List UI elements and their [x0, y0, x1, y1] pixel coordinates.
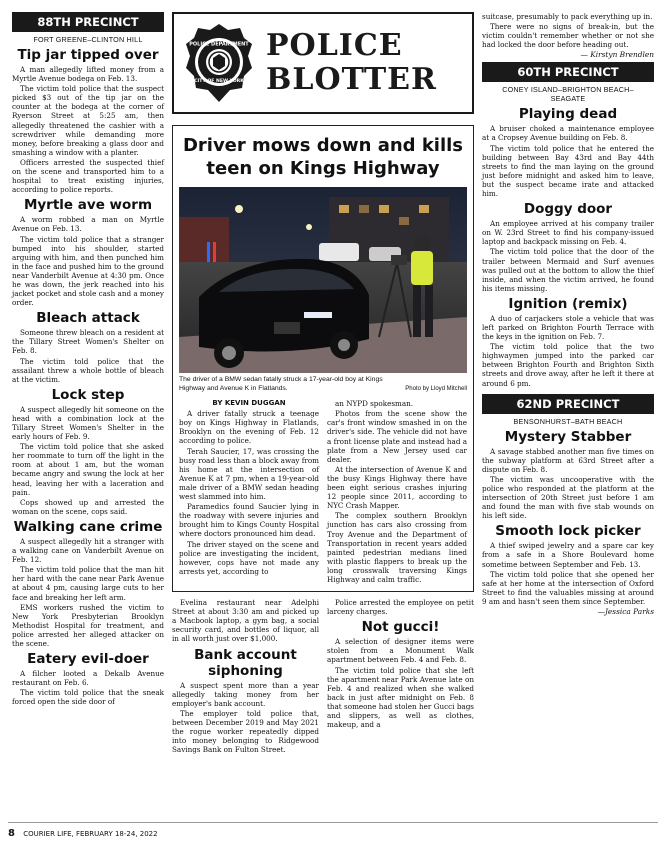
- story-paragraph: At the intersection of Avenue K and the busy Kings Highway there have been eight serious crashes injuring 12 people since 2011, according to NYC Crash Mapper.: [327, 464, 467, 511]
- footer-rule: [8, 822, 658, 823]
- story-paragraph: There were no signs of break-in, but the victim couldn't remember whether or not she had locked the door before heading out.: [482, 22, 654, 50]
- story-paragraph: The victim told police that the man hit her hard with the cane near Park Avenue at about 4 pm, causing large cuts to her face and breaking her left arm.: [12, 565, 164, 602]
- eatery-continued: [172, 598, 319, 643]
- story-paragraph: A suspect allegedly hit a stranger with a walking cane on Vanderbilt Avenue on Feb. 12.: [12, 536, 164, 565]
- story-paragraph: Cops showed up and arrested the woman on the scene, cops said.: [12, 497, 164, 516]
- story-paragraph: Terah Saucier, 17, was crossing the busy road less than a block away from his home at the intersection of Avenue K at 7 pm, when a 19-year-old male driver of a BMW sedan heading west slammed into him.: [179, 446, 319, 502]
- story-paragraph: A worm robbed a man on Myrtle Avenue on Feb. 13.: [12, 215, 164, 234]
- story-paragraph: A thief swiped jewelry and a spare car key from a safe in a Shore Boulevard home sometime between September and Feb. 13.: [482, 541, 654, 569]
- precinct-area-line: BENSONHURST–BATH BEACH: [513, 416, 623, 426]
- story-paragraph: A man allegedly lifted money from a Myrtle Avenue bodega on Feb. 13.: [12, 65, 164, 84]
- story-paragraph: An employee arrived at his company trailer on W. 23rd Street to find his company-issued laptop and backpack missing on Feb. 4.: [482, 219, 654, 247]
- feature-body-left: [179, 399, 319, 585]
- story-paragraph: The victim told police that the assailant threw a whole bottle of bleach at the victim.: [12, 356, 164, 384]
- story-title: Ignition (remix): [508, 295, 628, 312]
- story-paragraph: A suspect spent more than a year allegedly taking money from her employer's bank account.: [172, 680, 319, 708]
- story-paragraph: Someone threw bleach on a resident at the Tillary Street Women's Shelter on Feb. 8.: [12, 328, 164, 356]
- police-badge-icon: [184, 22, 254, 104]
- headline-line2: teen on Kings Highway: [206, 158, 440, 179]
- story-title: Lock step: [51, 386, 125, 403]
- story-paragraph: A selection of designer items were stolen from a Monument Walk apartment between Feb. 4 and Feb. 8.: [327, 637, 474, 665]
- story-paragraph: The victim told police that the sneak forced open the side door of: [12, 688, 164, 707]
- story-title: Eatery evil-doer: [27, 651, 149, 668]
- below-feature: [172, 598, 474, 755]
- precinct-header: 60TH PRECINCT: [482, 62, 654, 82]
- feature-photo: [179, 187, 467, 373]
- byline: BY KEVIN DUGGAN: [212, 399, 286, 408]
- story-paragraph: The victim told police that the door of the trailer between Mermaid and Surf avenues was pulled out at the bottom to allow the thief inside, and when the victim arrived, he found his items missing.: [482, 247, 654, 293]
- story-title: Bleach attack: [36, 310, 140, 327]
- caption-text: The driver of a BMW sedan fatally struck a 17-year-old boy at Kings Highway and Avenue K in Flatlands.: [179, 376, 383, 392]
- svg-text:POLICE DEPARTMENT: POLICE DEPARTMENT: [189, 41, 249, 48]
- story-paragraph: A suspect allegedly hit someone on the head with a combination lock at the Tillary Street Women's Shelter in the early hours of Feb. 9.: [12, 404, 164, 442]
- story-paragraph: The victim told police that a stranger bumped into his shoulder, started arguing with him, and then punched him in the face and pushed him to the ground near Vanderbilt Avenue at 4:30 pm. Once he was down, the jerk reached into his jacket pocket and stole cash and a money order.: [12, 234, 164, 308]
- precinct-area: FORT GREENE–CLINTON HILL: [33, 35, 143, 44]
- story-paragraph: Evelina restaurant near Adelphi Street at about 3:30 am and picked up a Macbook laptop, a gym bag, a social security card, and bottles of liquor, all in all worth just over $1,000.: [172, 598, 319, 644]
- story-paragraph: A duo of carjackers stole a vehicle that was left parked on Brighton Fourth Terrace with the keys in the ignition on Feb. 7.: [482, 313, 654, 342]
- gucci-story-continued: [482, 12, 654, 49]
- story-paragraph: The victim told police that the two highwaymen jumped into the parked car between Brighton Fourth and Brighton Sixth streets and drove away, after he left it there at around 6 pm.: [482, 342, 654, 388]
- feature-body-right: [327, 399, 467, 585]
- story-title: Myrtle ave worm: [23, 197, 153, 214]
- gucci-story-body: [327, 637, 474, 729]
- bank-story-continued: [327, 598, 474, 616]
- svg-text:CITY OF NEW YORK: CITY OF NEW YORK: [194, 79, 244, 84]
- precinct-area-line: SEAGATE: [550, 94, 586, 104]
- story-paragraph: The victim told police that she opened her safe at her home at the intersection of Oxford Street to find the valuables missing at around 9 am and hasn't seen them since September.: [482, 569, 654, 606]
- publication-line: COURIER LIFE, FEBRUARY 18-24, 2022: [23, 830, 158, 838]
- center-column: [172, 12, 474, 755]
- photo-caption: [179, 376, 467, 393]
- story-paragraph: The victim was uncooperative with the police who responded at the platform at the intersection of 20th Street just before 1 am and found the man with five stab wounds on his left side.: [482, 474, 654, 521]
- feature-left-paras: [179, 409, 319, 576]
- story-paragraph: an NYPD spokesman.: [335, 399, 414, 409]
- precinct-area-line: CONEY ISLAND–BRIGHTON BEACH–: [502, 85, 634, 95]
- precinct-header: 62ND PRECINCT: [482, 394, 654, 414]
- story-paragraph: Police arrested the employee on petit larceny charges.: [327, 598, 474, 617]
- story-title: Walking cane crime: [13, 518, 163, 535]
- story-title: Not gucci!: [361, 619, 440, 636]
- feature-body: [179, 399, 467, 585]
- story-title: Doggy door: [523, 201, 613, 218]
- story-paragraph: Officers arrested the suspected thief on the scene and transported him to a hospital to treat existing injuries, according to police reports.: [12, 157, 164, 195]
- precinct-sections: [482, 62, 654, 606]
- story-paragraph: The victim told police that she asked her roommate to turn off the light in the room at about 1 am, but the woman became angry and swung the lock at her head, leaving her with a laceration and pain.: [12, 442, 164, 497]
- story-paragraph: The employer told police that, between December 2019 and May 2021 the rogue worker repeatedly dipped into money belonging to Ridgewood Savings Bank on Fulton Street.: [172, 708, 319, 755]
- precinct-header: 88TH PRECINCT: [12, 12, 164, 32]
- story-paragraph: suitcase, presumably to pack everything up in.: [482, 12, 653, 21]
- story-paragraph: EMS workers rushed the victim to New York Presbyterian Brooklyn Methodist Hospital for treatment, and police arrested her alleged attacker on the scene.: [12, 602, 164, 648]
- story-paragraph: A filcher looted a Dekalb Avenue restaurant on Feb. 6.: [12, 669, 164, 688]
- feature-story: [172, 125, 474, 592]
- story-paragraph: The victim told police that the suspect picked $3 out of the tip jar on the counter at the bodega at the corner of Ryerson Street at 5:25 am, then allegedly threatened the cashier with a screwdriver while demanding more money, before breaking a glass door and smashing a window with a planter.: [12, 84, 164, 157]
- story-paragraph: The complex southern Brooklyn junction has cars also crossing from Troy Avenue and the Department of Transportation in recent years added painted pedestrian medians lined with plastic flappers to break up the long crosswalk traversing Kings Highway and calm traffic.: [327, 511, 467, 584]
- below-left: [172, 598, 319, 755]
- story-title: Bank account siphoning: [194, 646, 297, 679]
- story-paragraph: The driver stayed on the scene and police are investigating the incident, however, cops have not made any arrests yet, according to: [179, 539, 319, 576]
- photo-credit: Photo by Lloyd Mitchell: [405, 385, 467, 392]
- below-right: [327, 598, 474, 755]
- story-title: Playing dead: [518, 106, 618, 123]
- story-paragraph: A bruiser choked a maintenance employee at a Cropsey Avenue building on Feb. 8.: [482, 124, 654, 143]
- bank-story-body: [172, 681, 319, 755]
- story-paragraph: Paramedics found Saucier lying in the roadway with severe injuries and brought him to Kings County Hospital where doctors pronounced him dead.: [179, 502, 319, 539]
- reporter-signature: — Kirstyn Brendlen: [580, 50, 654, 60]
- story-paragraph: The victim told police that she left the apartment near Park Avenue late on Feb. 4 and realized when she walked back in just after midnight on Feb. 8 that someone had stolen her Gucci bags and slippers, as well as clothes, makeup, and a: [327, 665, 474, 730]
- reporter-signature: —Jessica Parks: [597, 607, 654, 617]
- headline-line1: Driver mows down and kills: [182, 135, 464, 156]
- precinct-area: [482, 85, 654, 103]
- left-column: [12, 12, 164, 707]
- page-number: 8: [8, 828, 15, 839]
- masthead-line2: BLOTTER: [266, 62, 437, 97]
- story-paragraph: A driver fatally struck a teenage boy on Kings Highway in Flatlands, Brooklyn on the evening of Feb. 12 according to police.: [179, 409, 319, 446]
- story-title: Smooth lock picker: [495, 523, 641, 540]
- story-paragraph: A savage stabbed another man five times on the subway platform at 63rd Street after a dispute on Feb. 8.: [482, 446, 654, 474]
- precinct-area: [482, 417, 654, 426]
- feature-headline: [179, 134, 467, 180]
- story-list: [12, 47, 164, 706]
- story-title: Mystery Stabber: [504, 428, 632, 445]
- masthead-title: [266, 29, 437, 97]
- story-paragraph: Photos from the scene show the car's front window smashed in on the driver's side. The vehicle did not have a front license plate and instead had a plate from a New Jersey used car dealer.: [327, 409, 467, 464]
- page-footer: [8, 828, 158, 839]
- masthead: [172, 12, 474, 114]
- story-title: Tip jar tipped over: [17, 47, 159, 63]
- right-column: [482, 12, 654, 619]
- story-paragraph: The victim told police that he entered the building between Bay 43rd and Bay 44th streets to find the man laying on the ground just before midnight and asked him to leave, but the suspect became irate and attacked him.: [482, 143, 654, 199]
- masthead-line1: POLICE: [266, 28, 403, 63]
